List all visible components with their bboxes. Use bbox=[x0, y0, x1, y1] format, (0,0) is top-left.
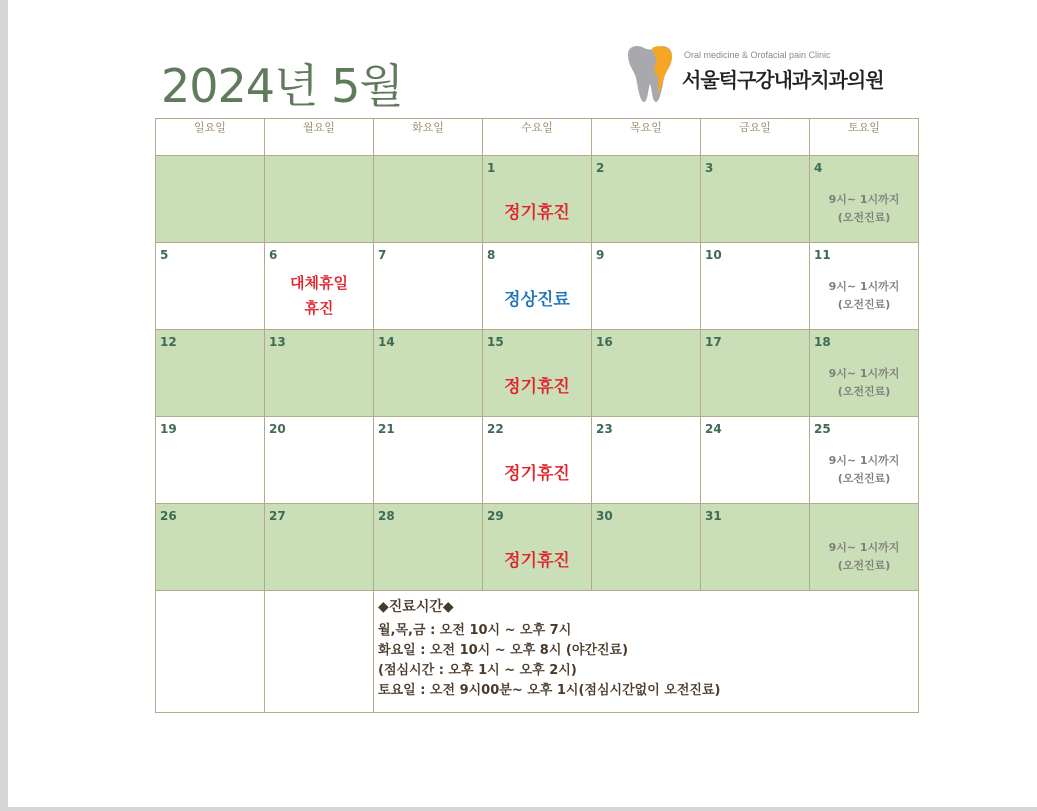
saturday-hours-note bbox=[810, 452, 918, 488]
day-cell bbox=[592, 243, 701, 330]
saturday-hours-line2: (오전진료) bbox=[837, 559, 891, 572]
saturday-hours-note bbox=[810, 191, 918, 227]
empty-cell bbox=[156, 591, 265, 713]
day-cell bbox=[483, 504, 592, 591]
clinic-hours-cell bbox=[374, 591, 919, 713]
day-number: 13 bbox=[269, 335, 286, 349]
clinic-hours bbox=[374, 591, 918, 701]
day-number: 25 bbox=[814, 422, 831, 436]
day-cell bbox=[592, 330, 701, 417]
saturday-hours-line1: 9시~ 1시까지 bbox=[828, 367, 900, 380]
clinic-name: 서울턱구강내과치과의원 bbox=[682, 68, 884, 92]
day-cell bbox=[701, 417, 810, 504]
weekday-mon: 월요일 bbox=[265, 119, 374, 156]
week-row bbox=[156, 243, 919, 330]
day-cell bbox=[483, 330, 592, 417]
day-cell bbox=[810, 243, 919, 330]
day-cell bbox=[592, 504, 701, 591]
day-number: 28 bbox=[378, 509, 395, 523]
day-cell bbox=[701, 156, 810, 243]
calendar-table bbox=[155, 118, 919, 713]
hours-line: 토요일 : 오전 9시00분~ 오후 1시(점심시간없이 오전진료) bbox=[378, 683, 721, 698]
substitute-line2: 휴진 bbox=[304, 299, 334, 317]
day-number: 30 bbox=[596, 509, 613, 523]
day-number: 18 bbox=[814, 335, 831, 349]
saturday-hours-line2: (오전진료) bbox=[837, 211, 891, 224]
day-number: 8 bbox=[487, 248, 496, 262]
day-number: 21 bbox=[378, 422, 395, 436]
saturday-hours-line1: 9시~ 1시까지 bbox=[828, 541, 900, 554]
saturday-hours-line1: 9시~ 1시까지 bbox=[828, 193, 900, 206]
day-cell bbox=[374, 243, 483, 330]
weekday-thu: 목요일 bbox=[592, 119, 701, 156]
tooth-logo-icon bbox=[622, 44, 678, 106]
day-number: 15 bbox=[487, 335, 504, 349]
saturday-hours-line2: (오전진료) bbox=[837, 472, 891, 485]
saturday-hours-line2: (오전진료) bbox=[837, 298, 891, 311]
day-cell bbox=[265, 156, 374, 243]
day-number: 6 bbox=[269, 248, 278, 262]
closed-note: 정기휴진 bbox=[504, 377, 570, 397]
day-cell bbox=[483, 243, 592, 330]
closed-note: 정기휴진 bbox=[504, 551, 570, 571]
day-cell bbox=[810, 504, 919, 591]
day-cell bbox=[156, 243, 265, 330]
day-cell bbox=[701, 504, 810, 591]
day-cell bbox=[374, 417, 483, 504]
day-cell bbox=[483, 417, 592, 504]
day-number: 3 bbox=[705, 161, 714, 175]
closed-note: 정기휴진 bbox=[504, 464, 570, 484]
day-number: 12 bbox=[160, 335, 177, 349]
hours-line: 월,목,금 : 오전 10시 ~ 오후 7시 bbox=[378, 623, 572, 638]
day-number: 22 bbox=[487, 422, 504, 436]
day-cell bbox=[265, 330, 374, 417]
saturday-hours-line2: (오전진료) bbox=[837, 385, 891, 398]
day-number: 17 bbox=[705, 335, 722, 349]
day-number: 16 bbox=[596, 335, 613, 349]
logo-subtitle: Oral medicine & Orofacial pain Clinic bbox=[684, 50, 831, 60]
day-number: 31 bbox=[705, 509, 722, 523]
substitute-holiday-note bbox=[265, 271, 373, 321]
week-row bbox=[156, 417, 919, 504]
hours-line: (점심시간 : 오후 1시 ~ 오후 2시) bbox=[378, 663, 577, 678]
week-row bbox=[156, 156, 919, 243]
day-cell bbox=[483, 156, 592, 243]
day-number: 1 bbox=[487, 161, 496, 175]
day-cell bbox=[374, 330, 483, 417]
day-cell bbox=[156, 330, 265, 417]
day-cell bbox=[265, 417, 374, 504]
hours-info-row bbox=[156, 591, 919, 713]
page-title: 2024년 5월 bbox=[161, 59, 403, 113]
weekday-header-row bbox=[156, 119, 919, 156]
day-number: 7 bbox=[378, 248, 387, 262]
calendar-page bbox=[8, 0, 1037, 807]
weekday-wed: 수요일 bbox=[483, 119, 592, 156]
day-cell bbox=[156, 504, 265, 591]
saturday-hours-line1: 9시~ 1시까지 bbox=[828, 280, 900, 293]
day-cell bbox=[810, 156, 919, 243]
day-cell bbox=[265, 243, 374, 330]
empty-cell bbox=[265, 591, 374, 713]
day-cell bbox=[156, 156, 265, 243]
saturday-hours-line1: 9시~ 1시까지 bbox=[828, 454, 900, 467]
saturday-hours-note bbox=[810, 278, 918, 314]
day-number: 11 bbox=[814, 248, 831, 262]
weekday-sat: 토요일 bbox=[810, 119, 919, 156]
day-number: 23 bbox=[596, 422, 613, 436]
day-number: 24 bbox=[705, 422, 722, 436]
day-number: 19 bbox=[160, 422, 177, 436]
closed-note: 정기휴진 bbox=[504, 203, 570, 223]
day-cell bbox=[810, 417, 919, 504]
day-cell bbox=[374, 504, 483, 591]
substitute-line1: 대체휴일 bbox=[290, 274, 348, 292]
day-number: 5 bbox=[160, 248, 169, 262]
day-cell bbox=[374, 156, 483, 243]
clinic-hours-title: ◆진료시간◆ bbox=[378, 599, 454, 615]
day-number: 29 bbox=[487, 509, 504, 523]
saturday-hours-note bbox=[810, 365, 918, 401]
day-number: 26 bbox=[160, 509, 177, 523]
saturday-hours-note bbox=[810, 539, 918, 575]
hours-line: 화요일 : 오전 10시 ~ 오후 8시 (야간진료) bbox=[378, 643, 629, 658]
day-number: 20 bbox=[269, 422, 286, 436]
weekday-fri: 금요일 bbox=[701, 119, 810, 156]
day-cell bbox=[810, 330, 919, 417]
day-number: 9 bbox=[596, 248, 605, 262]
day-number: 4 bbox=[814, 161, 823, 175]
weekday-sun: 일요일 bbox=[156, 119, 265, 156]
day-cell bbox=[156, 417, 265, 504]
day-number: 10 bbox=[705, 248, 722, 262]
day-cell bbox=[701, 243, 810, 330]
day-cell bbox=[701, 330, 810, 417]
day-cell bbox=[592, 417, 701, 504]
week-row bbox=[156, 330, 919, 417]
clinic-logo bbox=[622, 44, 912, 108]
normal-note: 정상진료 bbox=[504, 290, 570, 310]
day-cell bbox=[265, 504, 374, 591]
day-cell bbox=[592, 156, 701, 243]
week-row bbox=[156, 504, 919, 591]
day-number: 27 bbox=[269, 509, 286, 523]
weekday-tue: 화요일 bbox=[374, 119, 483, 156]
day-number: 14 bbox=[378, 335, 395, 349]
day-number: 2 bbox=[596, 161, 605, 175]
